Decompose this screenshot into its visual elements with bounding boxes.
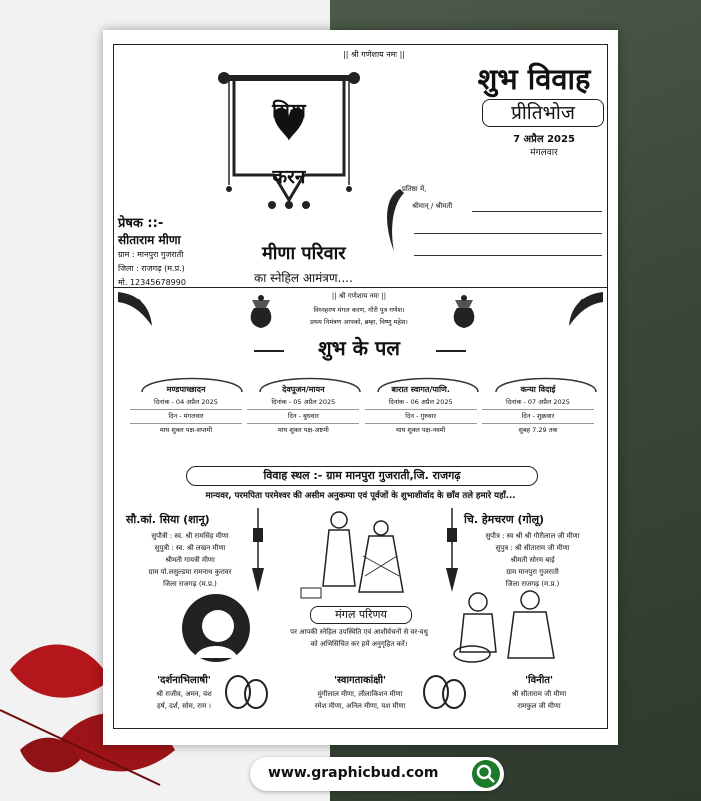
groom-line: ग्राम मानपुरा गुजराती: [506, 568, 559, 576]
vinit-line: श्री सीताराम जी मीणा: [511, 690, 567, 698]
vinit-title: 'विनीत': [524, 675, 554, 686]
sender-village: ग्राम : मानपुरा गुजराती: [118, 250, 184, 259]
address-line-3: [414, 255, 602, 256]
sender-heading: प्रेषक ::-: [118, 216, 164, 231]
musicians-illustration: [450, 588, 560, 666]
event-date: दिनांक - 06 अप्रैल 2025: [365, 396, 477, 410]
corner-ornament-right-icon: [565, 290, 605, 330]
bride-line: सुपुत्री : स्व. श्री लखन मीणा: [154, 544, 226, 552]
groom-line: सुपुत्र : श्री सीताराम जी मीणा: [495, 544, 570, 552]
sender-name: सीताराम मीणा: [118, 233, 181, 247]
venue-bar: विवाह स्थल :- ग्राम मानपुरा गुजराती,जि. राजगढ़: [186, 466, 538, 486]
invitation-card: [103, 30, 618, 745]
event-day: दिन - मंगलवार: [130, 410, 242, 424]
darshan-title: 'दर्शनाभिलाषी': [157, 675, 211, 686]
swagat-line: मुंगीलाल मीणा, लीलाकिशन मीणा: [317, 690, 403, 698]
bottom-ganesh-line: || श्री गणेशाय नमः ||: [331, 292, 387, 300]
event-date: दिनांक - 04 अप्रैल 2025: [130, 396, 242, 410]
ganesh-line: || श्री गणेशाय नमः ||: [343, 50, 405, 59]
darshan-line: हर्ष, दर्श, सोम, राम ।: [156, 702, 212, 710]
blessing-line: मान्यवर, परमपिता परमेश्वर की असीम अनुकम्पा एवं पूर्वजों के शुभाशीर्वाद के छाँव तले हमारे यहाँ...: [205, 491, 516, 501]
corner-ornament-left-icon: [116, 290, 156, 330]
wedding-title: शुभ विवाह: [477, 62, 591, 96]
event-name: कन्या विदाई: [520, 385, 556, 394]
bride-name: सौ.कां. सिया (शानू): [126, 513, 210, 526]
bell-ornament-right-icon: [444, 508, 460, 594]
dhol-right-icon: [420, 672, 468, 712]
event-card: [482, 383, 594, 437]
event-date: दिनांक - 05 अप्रैल 2025: [247, 396, 359, 410]
bride-line: जिला राजगढ़ (म.प्र.): [163, 580, 217, 588]
couple-monogram: स क: [280, 138, 298, 148]
groom-name: चि. हेमचरण (गोलू): [464, 513, 545, 526]
groom-details: [460, 530, 605, 590]
event-tithi: माघ शुक्ल पक्ष-नवमी: [395, 426, 446, 434]
event-day: दिन - गुरुवार: [365, 410, 477, 424]
bell-ornament-left-icon: [250, 508, 266, 594]
vinit-list: [478, 688, 600, 712]
event-card: [365, 383, 477, 437]
mangal-line-1: पर आपकी स्नेहिल उपस्थिति एवं आशीर्वचनों से वर-वधु: [290, 628, 428, 636]
event-tithi: माघ शुक्ल पक्ष-सप्तमी: [159, 426, 213, 434]
reception-day: मंगलवार: [530, 148, 558, 158]
invite-line: का स्नेहिल आमंत्रण....: [254, 271, 353, 285]
bride-portrait-illustration: [180, 592, 252, 664]
event-day: दिन - शुक्रवार: [482, 410, 594, 424]
invitation-bottom-panel: [113, 287, 608, 729]
swagat-list: [280, 688, 440, 712]
search-button[interactable]: [472, 760, 500, 788]
invitation-top-panel: [113, 44, 608, 307]
event-name: देवपूजन/मायन: [282, 385, 325, 394]
paisley-ornament-icon: [382, 185, 408, 255]
event-day: दिन - बुधवार: [247, 410, 359, 424]
event-tithi: माघ शुक्ल पक्ष-अष्टमी: [277, 426, 329, 434]
website-url[interactable]: www.graphicbud.com: [268, 765, 439, 781]
event-name: मण्डपाच्छादन: [166, 385, 206, 394]
sender-district: जिला : राजगढ़ (म.प्र.): [118, 264, 185, 273]
mangal-title: मंगल परिणय: [310, 606, 412, 624]
groom-line: जिला राजगढ़ (म.प्र.): [505, 580, 560, 588]
reception-subtitle: प्रीतिभोज: [482, 99, 604, 127]
bride-line: सुपौत्री : स्व. श्री रामसिंह मीणा: [151, 532, 229, 540]
darshan-line: श्री राजीव, अमन, वंश: [156, 690, 212, 698]
search-icon: [472, 760, 500, 788]
title-flourish-left: [254, 350, 284, 352]
event-tithi: सुबह 7.29 तक: [518, 426, 558, 434]
website-pill[interactable]: [250, 757, 504, 791]
bride-line: श्रीमती गायत्री मीणा: [165, 556, 215, 564]
event-card: [247, 383, 359, 437]
section-title: शुभ के पल: [318, 336, 400, 360]
vinit-line: रामफुल जी मीणा: [517, 702, 561, 710]
prayer-line-2: प्रथम निमंत्रण आपको, ब्रम्हा, विष्णु महेश।: [310, 318, 408, 326]
title-flourish-right: [436, 350, 466, 352]
dhol-left-icon: [222, 672, 270, 712]
groom-line: सुपौत्र : स्व श्री श्री गौरीलाल जी मीणा: [485, 532, 580, 540]
swagat-title: 'स्वागताकांक्षी': [333, 675, 387, 686]
swagat-line: रमेश मीणा, अनिल मीणा, यश मीणा: [314, 702, 406, 710]
couple-top-name: सिया: [272, 100, 306, 122]
to-label-1: प्रतिष्ठा में,: [402, 185, 427, 193]
bride-details: [120, 530, 260, 590]
address-line-2: [414, 233, 602, 234]
to-label-2: श्रीमान् / श्रीमती: [412, 202, 453, 210]
sender-mobile: मो. 12345678990: [118, 278, 186, 287]
reception-date: 7 अप्रैल 2025: [513, 134, 575, 145]
prayer-line-1: विध्नहरण मंगल करण, गौरी पुत्र गणेश।: [313, 306, 405, 314]
events-row: [130, 383, 594, 437]
couple-bottom-name: करन: [272, 166, 306, 188]
event-date: दिनांक - 07 अप्रैल 2025: [482, 396, 594, 410]
groom-line: श्रीमती सोरम बाई: [510, 556, 555, 564]
event-card: [130, 383, 242, 437]
event-name: बारात स्वागत/पाणि.: [391, 385, 450, 394]
family-name: मीणा परिवार: [262, 243, 346, 264]
wedding-couple-illustration: [299, 506, 424, 604]
bride-line: ग्राम पो.लसुल्डया रामनाथ कुरावर: [148, 568, 232, 576]
address-line-1: [472, 211, 602, 212]
mangal-line-2: को अभिसिंचित कर हमें अनुगृहित करें।: [310, 640, 408, 648]
